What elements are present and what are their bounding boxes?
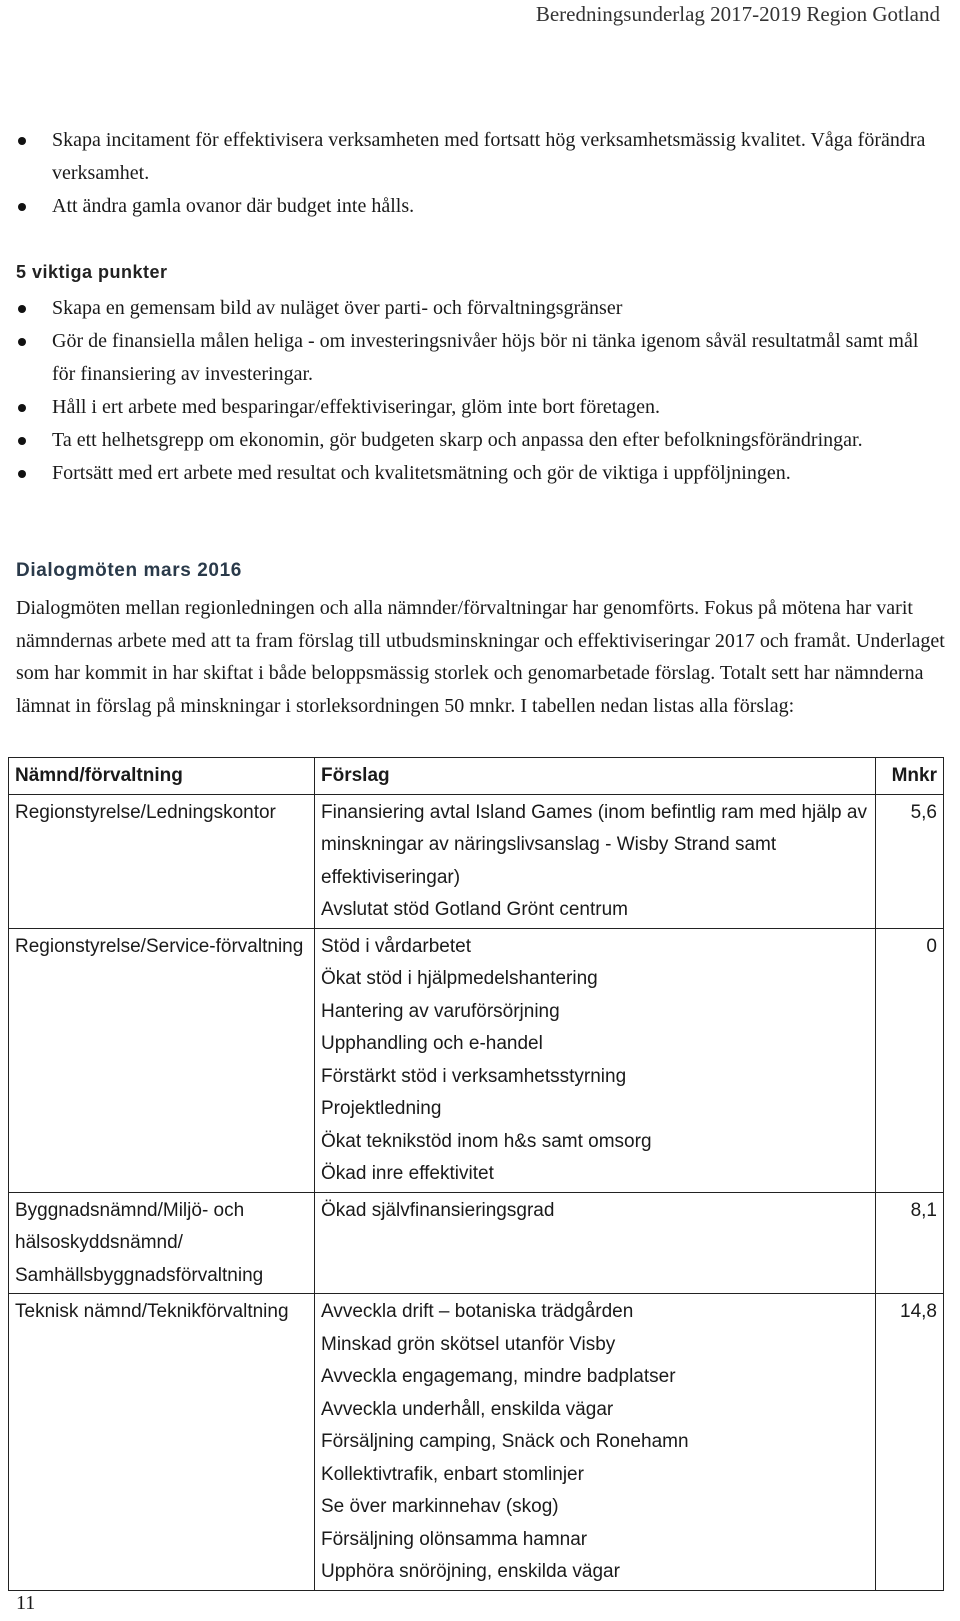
running-header: Beredningsunderlag 2017-2019 Region Gotland	[535, 2, 940, 26]
proposal-item: Avveckla engagemang, mindre badplatser	[321, 1366, 676, 1387]
proposal-item: Ökat teknikstöd inom h&s samt omsorg	[321, 1130, 652, 1152]
column-header-unit: Nämnd/förvaltning	[9, 758, 315, 795]
table-row	[9, 1294, 944, 1591]
proposal-item: Finansiering avtal Island Games (inom befintlig ram med hjälp av minskningar av näringslivsanslag - Wisby Strand samt effektiviseringar)	[321, 801, 867, 888]
list-item: Fortsätt med ert arbete med resultat och kvalitetsmätning och gör de viktiga i uppföljningen.	[16, 457, 946, 490]
dialog-paragraph: Dialogmöten mellan regionledningen och alla nämnder/förvaltningar har genomförts. Fokus på mötena har varit nämndernas arbete med att ta fram förslag till utbudsminskningar och effektiviseringar 2017 och framåt. Underlaget som har kommit in har skiftat i både beloppsmässig storlek och genomarbetade förslag. Totalt sett har nämnderna lämnat in förslag på minskningar i storleksordningen 50 mnkr. I tabellen nedan listas alla förslag:	[16, 597, 945, 717]
proposal-item: Ökat stöd i hjälpmedelshantering	[321, 968, 598, 989]
proposal-item: Förstärkt stöd i verksamhetsstyrning	[321, 1065, 627, 1087]
proposals-table	[8, 757, 944, 1591]
list-item: Håll i ert arbete med besparingar/effektiviseringar, glöm inte bort företagen.	[16, 391, 946, 424]
proposal-cell	[315, 1192, 876, 1294]
table-row	[9, 928, 944, 1192]
proposal-item: Upphöra snöröjning, enskilda vägar	[321, 1561, 620, 1582]
bullet-icon	[18, 437, 26, 445]
proposal-item: Avveckla underhåll, enskilda vägar	[321, 1398, 614, 1420]
list-item: Ta ett helhetsgrepp om ekonomin, gör budgeten skarp och anpassa den efter befolkningsförändringar.	[16, 424, 946, 457]
section-heading-dialog: Dialogmöten mars 2016	[16, 560, 242, 581]
page-number: 11	[16, 1592, 36, 1614]
unit-cell: Regionstyrelse/Ledningskontor	[9, 794, 315, 928]
proposal-item: Hantering av varuförsörjning	[321, 1000, 560, 1022]
bullet-icon	[18, 305, 26, 313]
list-item: Gör de finansiella målen heliga - om investeringsnivåer höjs bör ni tänka igenom såväl resultatmål samt mål för finansiering av investeringar.	[16, 325, 946, 391]
proposal-item: Försäljning camping, Snäck och Ronehamn	[321, 1431, 689, 1452]
bullet-icon	[18, 203, 26, 211]
proposal-item: Stöd i vårdarbetet	[321, 935, 471, 957]
mnkr-cell: 5,6	[876, 794, 944, 928]
proposal-cell	[315, 794, 876, 928]
bullet-icon	[18, 404, 26, 412]
proposal-cell	[315, 1294, 876, 1591]
proposal-item: Minskad grön skötsel utanför Visby	[321, 1333, 616, 1355]
unit-cell: Regionstyrelse/Service-förvaltning	[9, 928, 315, 1192]
unit-cell: Teknisk nämnd/Teknikförvaltning	[9, 1294, 315, 1591]
proposal-item: Projektledning	[321, 1098, 442, 1119]
proposal-item: Försäljning olönsamma hamnar	[321, 1528, 588, 1550]
table-row	[9, 1192, 944, 1294]
proposal-item: Kollektivtrafik, enbart stomlinjer	[321, 1463, 584, 1485]
table-row	[9, 794, 944, 928]
mnkr-cell: 8,1	[876, 1192, 944, 1294]
unit-cell: Byggnadsnämnd/Miljö- och hälsoskyddsnämnd/ Samhällsbyggnadsförvaltning	[9, 1192, 315, 1294]
proposal-item: Avslutat stöd Gotland Grönt centrum	[321, 899, 628, 920]
proposal-item: Upphandling och e-handel	[321, 1033, 543, 1054]
list-item: Skapa incitament för effektivisera verksamheten med fortsatt hög verksamhetsmässig kvalitet. Våga förändra verksamhet.	[16, 124, 946, 190]
intro-bullet-list	[16, 124, 946, 223]
column-header-mnkr: Mnkr	[876, 758, 944, 795]
table-header-row	[9, 758, 944, 795]
proposal-item: Se över markinnehav (skog)	[321, 1496, 559, 1517]
list-item: Skapa en gemensam bild av nuläget över parti- och förvaltningsgränser	[16, 292, 946, 325]
proposal-cell	[315, 928, 876, 1192]
bullet-icon	[18, 470, 26, 478]
column-header-proposal: Förslag	[315, 758, 876, 795]
bullet-icon	[18, 137, 26, 145]
proposal-item: Ökad inre effektivitet	[321, 1163, 494, 1184]
section-heading-points: 5 viktiga punkter	[16, 262, 168, 282]
proposal-item: Ökad självfinansieringsgrad	[321, 1199, 555, 1221]
bullet-icon	[18, 338, 26, 346]
list-item: Att ändra gamla ovanor där budget inte hålls.	[16, 190, 946, 223]
mnkr-cell: 14,8	[876, 1294, 944, 1591]
mnkr-cell: 0	[876, 928, 944, 1192]
proposal-item: Avveckla drift – botaniska trädgården	[321, 1301, 634, 1322]
points-bullet-list	[16, 292, 946, 490]
